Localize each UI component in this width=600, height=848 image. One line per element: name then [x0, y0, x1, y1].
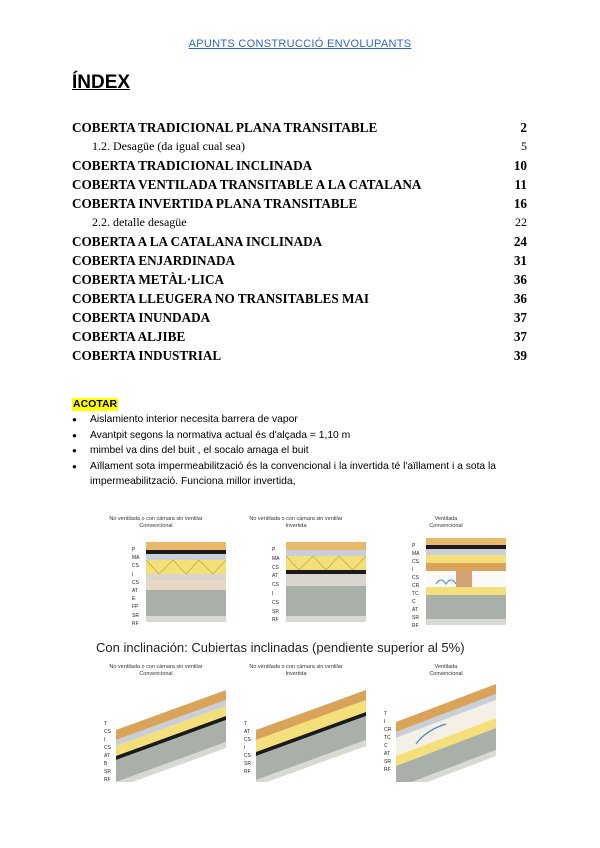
toc-entry-label: COBERTA LLEUGERA NO TRANSITABLES MAI: [72, 291, 370, 306]
layer-label: CS: [272, 564, 279, 571]
layer-label: RF: [384, 767, 391, 773]
toc-entry[interactable]: [72, 175, 527, 194]
toc-entry-label: COBERTA TRADICIONAL PLANA TRANSITABLE: [72, 120, 378, 135]
layer-labels-flat-3: [412, 542, 420, 630]
toc-entry-page: 36: [513, 291, 527, 306]
caption-flat-inverted: No ventilada o con cámara sin ventilar Invertida: [249, 516, 343, 529]
layer-label: P: [132, 547, 136, 553]
layer-label: CS: [412, 559, 419, 565]
toc-entry-label: COBERTA ENJARDINADA: [72, 253, 236, 268]
layer-label: E: [132, 596, 136, 603]
roof-diagrams-figure: [96, 512, 516, 782]
toc-entry-page: 11: [514, 177, 527, 192]
toc-entry-label: 2.2. detalle desagüe: [92, 215, 187, 229]
acotar-bullet-list: [72, 412, 532, 490]
toc-entry[interactable]: [72, 194, 527, 213]
toc-entry[interactable]: [72, 156, 527, 175]
layer-labels-flat-1: [132, 546, 140, 628]
toc-entry[interactable]: [72, 327, 527, 346]
toc-entry[interactable]: [72, 251, 527, 270]
caption-sloped-inverted: No ventilada o con cámara sin ventilar Invertida: [249, 664, 343, 677]
toc-entry-page: 37: [513, 310, 527, 325]
layer-label: AT: [132, 588, 139, 595]
toc-entry-page: 2: [520, 120, 527, 135]
caption-flat-conventional: No ventilada o con cámara sin ventilar Convencional: [109, 516, 203, 529]
bullet-item: ● Avantpit segons la normativa actual és d'alçada = 1,10 m: [72, 428, 532, 444]
layer-labels-sloped-2: [244, 720, 251, 776]
layer-label: CR: [412, 583, 420, 589]
layer-label: AT: [384, 751, 391, 757]
layer-label: I: [104, 737, 106, 743]
layer-label: B: [104, 761, 108, 767]
layer-label: C: [384, 743, 388, 749]
toc-entry-page: 39: [513, 348, 527, 363]
layer-label: SR: [384, 759, 391, 765]
page-title: ÍNDEX: [72, 72, 131, 93]
flat-roof-inverted: [286, 542, 366, 622]
layer-label: AT: [272, 573, 279, 580]
bullet-item: ● Aislamiento interior necesita barrera de vapor: [72, 412, 532, 428]
layer-label: AT: [244, 729, 251, 735]
flat-roof-conventional: [146, 542, 226, 622]
toc-entry-page: 37: [513, 329, 527, 344]
layer-label: SR: [272, 608, 279, 615]
layer-labels-sloped-3: [384, 710, 391, 774]
toc-entry-label: COBERTA VENTILADA TRANSITABLE A LA CATALANA: [72, 177, 422, 192]
toc-entry-label: COBERTA ALJIBE: [72, 329, 186, 344]
toc-entry-label: COBERTA INDUSTRIAL: [72, 348, 222, 363]
sloped-roof-ventilated: [396, 684, 496, 782]
toc-entry-label: 1.2. Desagüe (da igual cual sea): [92, 139, 245, 153]
layer-label: P: [412, 543, 416, 549]
layer-label: I: [244, 745, 246, 751]
layer-label: RF: [132, 620, 139, 627]
toc-entry-label: COBERTA INVERTIDA PLANA TRANSITABLE: [72, 196, 358, 211]
toc-entry[interactable]: [72, 270, 527, 289]
sloped-section-title: Con inclinación: Cubiertas inclinadas (pendiente superior al 5%): [96, 640, 465, 655]
layer-label: CS: [272, 599, 279, 606]
layer-label: AT: [104, 753, 111, 759]
layer-label: C: [412, 599, 416, 605]
layer-label: SR: [132, 612, 139, 619]
bullet-item: ● mimbel va dins del buit , el socalo amaga el buit: [72, 443, 532, 459]
toc-entry-label: COBERTA TRADICIONAL INCLINADA: [72, 158, 313, 173]
toc-entry[interactable]: [72, 232, 527, 251]
toc-entry[interactable]: [72, 308, 527, 327]
layer-labels-flat-2: [272, 546, 280, 625]
caption-sloped-ventilated: Ventilada Convencional: [429, 664, 463, 677]
layer-label: T: [384, 711, 388, 717]
layer-label: SR: [412, 615, 419, 621]
acotar-heading: ACOTAR: [73, 398, 118, 410]
layer-label: SR: [244, 761, 251, 767]
layer-label: MA: [132, 555, 140, 562]
layer-label: CS: [244, 737, 251, 743]
bullet-item: ● Aïllament sota impermeabilització és la convencional i la invertida té l'aïllament i a sota la impermeabilització. Funciona millor invertida,: [72, 459, 532, 490]
layer-label: T: [244, 721, 248, 727]
caption-sloped-conventional: No ventilada o con cámara sin ventilar Convencional: [109, 664, 203, 677]
toc-entry-page: 22: [515, 215, 527, 229]
layer-labels-sloped-1: [104, 720, 111, 784]
layer-label: I: [272, 590, 274, 597]
layer-label: RF: [104, 777, 111, 783]
toc-entry-page: 24: [513, 234, 527, 249]
layer-label: SR: [104, 769, 111, 775]
layer-label: I: [384, 719, 386, 725]
layer-label: CR: [384, 727, 392, 733]
toc-entry-label: COBERTA INUNDADA: [72, 310, 211, 325]
layer-label: CS: [412, 575, 419, 581]
sloped-roof-inverted: [256, 690, 366, 782]
layer-label: RF: [412, 623, 419, 629]
table-of-contents: [72, 118, 527, 365]
toc-entry[interactable]: [72, 289, 527, 308]
toc-entry-page: 16: [513, 196, 527, 211]
layer-label: P: [272, 547, 276, 553]
toc-entry[interactable]: [72, 137, 527, 156]
layer-label: CS: [244, 753, 251, 759]
layer-label: I: [132, 571, 134, 578]
layer-label: CS: [104, 729, 111, 735]
sloped-roof-conventional: [116, 690, 226, 782]
toc-entry-page: 10: [513, 158, 527, 173]
toc-entry-page: 36: [513, 272, 527, 287]
layer-label: FP: [132, 604, 139, 611]
layer-label: RF: [244, 769, 251, 775]
toc-entry[interactable]: [72, 118, 527, 137]
toc-entry-page: 31: [513, 253, 527, 268]
layer-label: TC: [384, 735, 391, 741]
flat-roof-ventilated: [426, 538, 506, 625]
toc-entry-page: 5: [521, 139, 527, 153]
layer-label: MA: [412, 551, 420, 557]
layer-label: TC: [412, 591, 419, 597]
caption-flat-ventilated: Ventilada Convencional: [429, 516, 463, 529]
layer-label: CS: [132, 563, 139, 570]
layer-label: CS: [132, 579, 139, 586]
layer-label: CS: [272, 582, 279, 589]
layer-label: RF: [272, 617, 279, 624]
toc-entry[interactable]: [72, 213, 527, 232]
toc-entry[interactable]: [72, 346, 527, 365]
toc-entry-label: COBERTA A LA CATALANA INCLINADA: [72, 234, 323, 249]
layer-label: I: [412, 567, 414, 573]
toc-entry-label: COBERTA METÀL·LICA: [72, 272, 225, 287]
layer-label: CS: [104, 745, 111, 751]
document-header: APUNTS CONSTRUCCIÓ ENVOLUPANTS: [188, 38, 412, 50]
layer-label: T: [104, 721, 108, 727]
layer-label: AT: [412, 607, 419, 613]
layer-label: MA: [272, 555, 280, 562]
